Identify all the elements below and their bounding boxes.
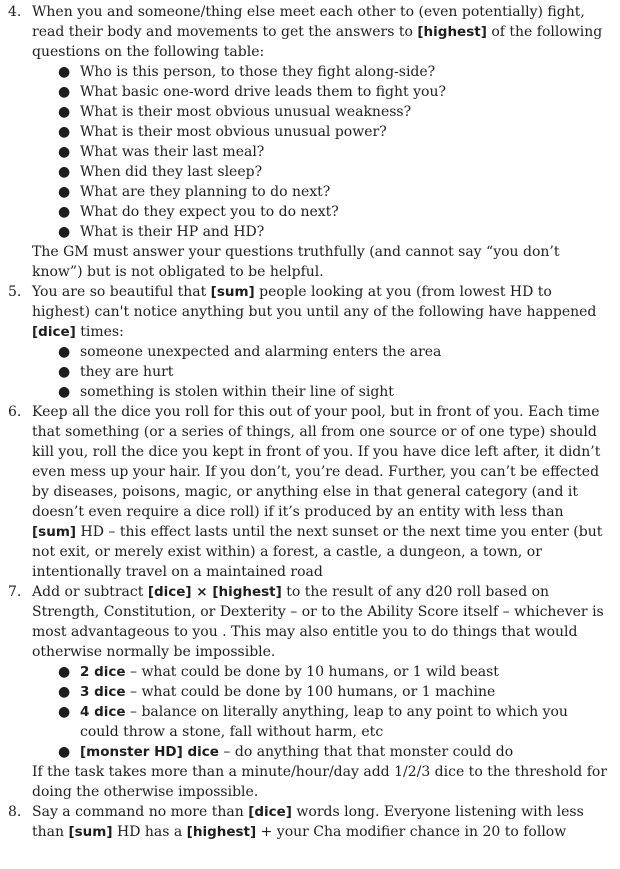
- keyword-dice-times-highest: [dice] × [highest]: [147, 584, 282, 600]
- keyword-sum: [sum]: [68, 824, 113, 840]
- item-number: 6.: [8, 404, 22, 420]
- list-item: ● they are hurt: [58, 364, 174, 380]
- bullet-icon: ●: [58, 684, 71, 700]
- list-item: ● What was their last meal?: [58, 144, 265, 160]
- item-number: 4.: [8, 4, 22, 20]
- item-number: 5.: [8, 284, 22, 300]
- bullet-icon: ●: [58, 384, 71, 400]
- item-text: Add or subtract [dice] × [highest] to the result of any d20 roll based on Strength, Constitution, or Dexterity – or to the Ability Score itself – whichever is most advantageous to you . This may also entitle you to do things that would otherwise normally be impossible.: [32, 584, 604, 660]
- list-item: ● 3 dice – what could be done by 100 humans, or 1 machine: [58, 684, 496, 700]
- list-item: ● When did they last sleep?: [58, 164, 263, 180]
- item-text: You are so beautiful that [sum] people looking at you (from lowest HD to highest) can't notice anything but you until any of the following have happened [dice] times:: [32, 284, 597, 340]
- ability-list: [8, 2, 610, 842]
- bullet-icon: ●: [58, 664, 71, 680]
- list-item: ● [monster HD] dice – do anything that that monster could do: [58, 744, 514, 760]
- list-item: ● someone unexpected and alarming enters the area: [58, 344, 442, 360]
- question-list: [32, 62, 610, 242]
- bullet-icon: ●: [58, 224, 71, 240]
- list-item-7: [8, 582, 610, 802]
- bullet-icon: ●: [58, 124, 71, 140]
- keyword-sum: [sum]: [32, 524, 77, 540]
- bullet-icon: ●: [58, 64, 71, 80]
- bullet-icon: ●: [58, 144, 71, 160]
- list-item-5: [8, 282, 610, 402]
- list-item: ● 4 dice – balance on literally anything, leap to any point to which you could throw a stone, fall without harm, etc: [58, 704, 568, 740]
- bullet-icon: ●: [58, 184, 71, 200]
- list-item: ● What is their most obvious unusual weakness?: [58, 104, 412, 120]
- threshold-list: [32, 662, 610, 762]
- bullet-icon: ●: [58, 364, 71, 380]
- bullet-icon: ●: [58, 744, 71, 760]
- list-item: ● What basic one-word drive leads them to fight you?: [58, 84, 446, 100]
- bullet-icon: ●: [58, 84, 71, 100]
- item-number: 8.: [8, 804, 22, 820]
- keyword-highest: [highest]: [417, 24, 487, 40]
- list-item: ● What is their most obvious unusual power?: [58, 124, 387, 140]
- keyword-sum: [sum]: [210, 284, 255, 300]
- item-text: When you and someone/thing else meet each other to (even potentially) fight, read their body and movements to get the answers to [highest] of the following questions on the following table:: [32, 4, 603, 60]
- bullet-icon: ●: [58, 164, 71, 180]
- bullet-icon: ●: [58, 344, 71, 360]
- list-item: ● What do they expect you to do next?: [58, 204, 339, 220]
- list-item-4: [8, 2, 610, 282]
- bullet-icon: ●: [58, 204, 71, 220]
- list-item-6: [8, 402, 610, 582]
- bullet-icon: ●: [58, 704, 71, 720]
- item-number: 7.: [8, 584, 22, 600]
- keyword-dice: [dice]: [32, 324, 76, 340]
- list-item: ● something is stolen within their line of sight: [58, 384, 394, 400]
- bullet-icon: ●: [58, 104, 71, 120]
- list-item: ● What are they planning to do next?: [58, 184, 331, 200]
- keyword-dice: [dice]: [248, 804, 292, 820]
- list-item-8: [8, 802, 610, 842]
- list-item: ● Who is this person, to those they fight along-side?: [58, 64, 436, 80]
- list-item: ● What is their HP and HD?: [58, 224, 265, 240]
- list-item: ● 2 dice – what could be done by 10 humans, or 1 wild beast: [58, 664, 499, 680]
- item-text: Keep all the dice you roll for this out of your pool, but in front of you. Each time that something (or a series of things, all from one source or of one type) should kill you, roll the dice you kept in front of you. If you have dice left after, it didn’t even mess up your hair. If you don’t, you’re dead. Further, you can’t be effected by diseases, poisons, magic, or anything else in that general category (and it doesn’t even require a dice roll) if it’s produced by an entity with less than [sum] HD – this effect lasts until the next sunset or the next time you enter (but not exit, or merely exist within) a forest, a castle, a dungeon, a town, or intentionally travel on a maintained road: [32, 404, 603, 580]
- item-note: If the task takes more than a minute/hour/day add 1/2/3 dice to the threshold for doing the otherwise impossible.: [32, 764, 608, 800]
- condition-list: [32, 342, 610, 402]
- item-note: The GM must answer your questions truthfully (and cannot say “you don’t know”) but is not obligated to be helpful.: [32, 244, 560, 280]
- keyword-highest: [highest]: [186, 824, 257, 840]
- item-text: Say a command no more than [dice] words long. Everyone listening with less than [sum] HD has a [highest] + your Cha modifier chance in 20 to follow: [32, 804, 584, 840]
